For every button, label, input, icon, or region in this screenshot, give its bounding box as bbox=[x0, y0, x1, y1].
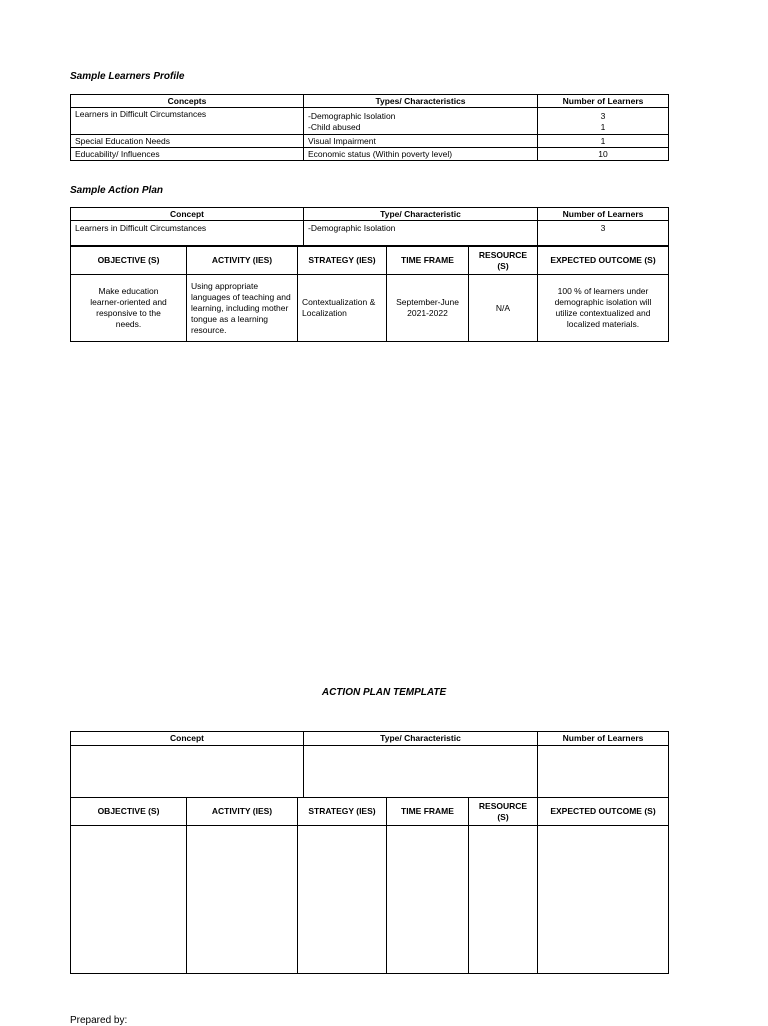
header-time-frame: TIME FRAME bbox=[387, 247, 469, 275]
profile-count: 10 bbox=[538, 148, 669, 161]
template-time-frame-cell[interactable] bbox=[387, 826, 469, 974]
plan-objective: Make education learner-oriented and responsive to the needs. bbox=[71, 275, 187, 342]
profile-header-count: Number of Learners bbox=[538, 95, 669, 108]
template-header-expected-outcome: EXPECTED OUTCOME (S) bbox=[538, 798, 669, 826]
profile-type: Economic status (Within poverty level) bbox=[304, 148, 538, 161]
table-row bbox=[71, 108, 669, 135]
action-plan-concept-table bbox=[70, 207, 669, 246]
plan-concept: Learners in Difficult Circumstances bbox=[71, 221, 304, 246]
profile-concept: Educability/ Influences bbox=[71, 148, 304, 161]
template-header-concept: Concept bbox=[71, 732, 304, 746]
action-plan-table bbox=[70, 246, 669, 342]
header-objective: OBJECTIVE (S) bbox=[71, 247, 187, 275]
plan-resource: N/A bbox=[469, 275, 538, 342]
template-activity-cell[interactable] bbox=[187, 826, 298, 974]
template-header-resource: RESOURCE (S) bbox=[469, 798, 538, 826]
template-plan-table bbox=[70, 797, 669, 974]
header-resource: RESOURCE (S) bbox=[469, 247, 538, 275]
profile-concept: Special Education Needs bbox=[71, 135, 304, 148]
plan-outcome: 100 % of learners under demographic isolation will utilize contextualized and localized materials. bbox=[538, 275, 669, 342]
plan-activity: Using appropriate languages of teaching and learning, including mother tongue as a learning resource. bbox=[187, 275, 298, 342]
table-row bbox=[71, 826, 669, 974]
template-resource-cell[interactable] bbox=[469, 826, 538, 974]
template-type-cell[interactable] bbox=[304, 746, 538, 798]
table-row bbox=[71, 221, 669, 246]
template-count-cell[interactable] bbox=[538, 746, 669, 798]
header-activity: ACTIVITY (IES) bbox=[187, 247, 298, 275]
learners-profile-table bbox=[70, 94, 669, 161]
template-header-time-frame: TIME FRAME bbox=[387, 798, 469, 826]
template-concept-cell[interactable] bbox=[71, 746, 304, 798]
table-row bbox=[71, 746, 669, 798]
plan-time-frame: September-June 2021-2022 bbox=[387, 275, 469, 342]
table-row bbox=[71, 148, 669, 161]
profile-concept: Learners in Difficult Circumstances bbox=[71, 108, 304, 135]
plan-type: -Demographic Isolation bbox=[304, 221, 538, 246]
plan-header-concept: Concept bbox=[71, 208, 304, 221]
profile-count: 3 1 bbox=[538, 108, 669, 135]
profile-header-concepts: Concepts bbox=[71, 95, 304, 108]
plan-strategy: Contextualization & Localization bbox=[298, 275, 387, 342]
prepared-by-label: Prepared by: bbox=[70, 1015, 128, 1026]
template-title: ACTION PLAN TEMPLATE bbox=[321, 687, 447, 698]
template-header-activity: ACTIVITY (IES) bbox=[187, 798, 298, 826]
header-expected-outcome: EXPECTED OUTCOME (S) bbox=[538, 247, 669, 275]
plan-count: 3 bbox=[538, 221, 669, 246]
template-outcome-cell[interactable] bbox=[538, 826, 669, 974]
template-objective-cell[interactable] bbox=[71, 826, 187, 974]
profile-count: 1 bbox=[538, 135, 669, 148]
template-concept-table bbox=[70, 731, 669, 798]
plan-header-type: Type/ Characteristic bbox=[304, 208, 538, 221]
template-header-objective: OBJECTIVE (S) bbox=[71, 798, 187, 826]
profile-type: Visual Impairment bbox=[304, 135, 538, 148]
template-strategy-cell[interactable] bbox=[298, 826, 387, 974]
template-header-count: Number of Learners bbox=[538, 732, 669, 746]
template-header-strategy: STRATEGY (IES) bbox=[298, 798, 387, 826]
profile-title: Sample Learners Profile bbox=[70, 71, 185, 82]
profile-type: -Demographic Isolation -Child abused bbox=[304, 108, 538, 135]
table-row bbox=[71, 135, 669, 148]
table-row bbox=[71, 275, 669, 342]
profile-header-types: Types/ Characteristics bbox=[304, 95, 538, 108]
template-header-type: Type/ Characteristic bbox=[304, 732, 538, 746]
action-plan-title: Sample Action Plan bbox=[70, 185, 163, 196]
plan-header-count: Number of Learners bbox=[538, 208, 669, 221]
header-strategy: STRATEGY (IES) bbox=[298, 247, 387, 275]
